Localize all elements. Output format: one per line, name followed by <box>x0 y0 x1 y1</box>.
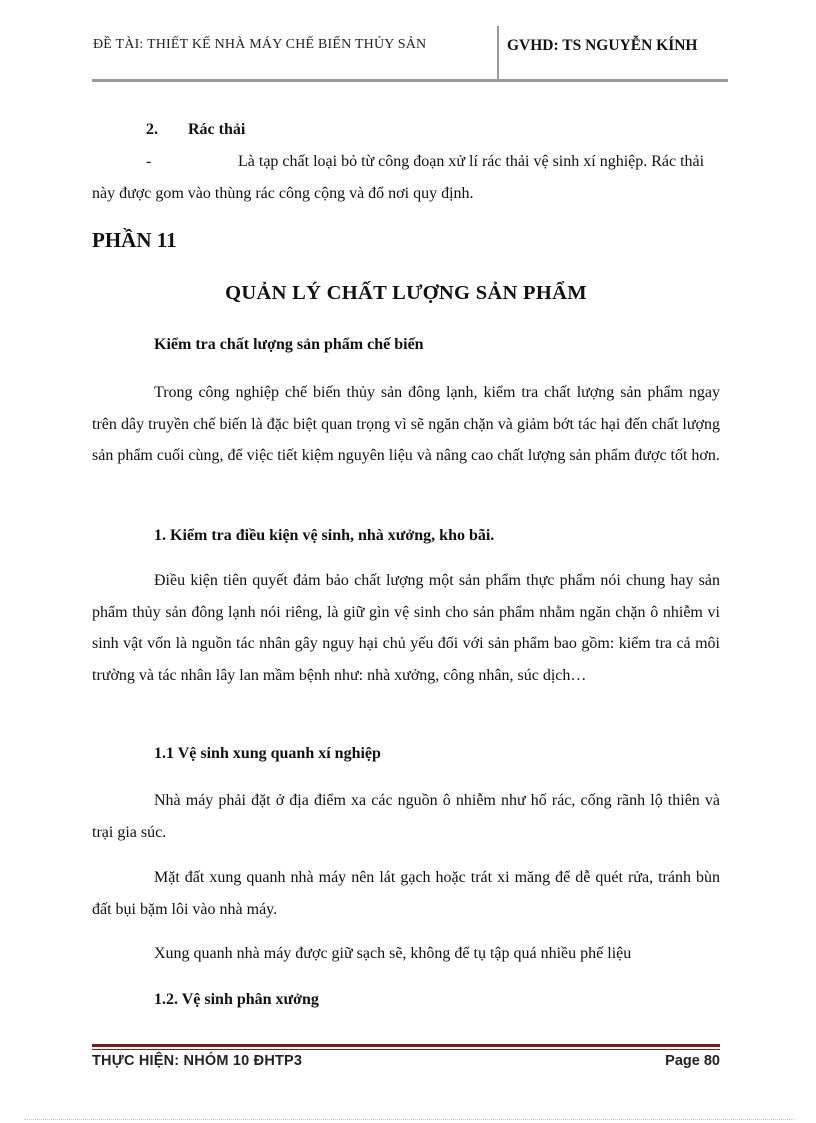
section1-1-paragraph3: Xung quanh nhà máy được giữ sạch sẽ, không để tụ tập quá nhiều phế liệu <box>154 945 632 962</box>
section1-2-heading: 1.2. Vệ sinh phân xưởng <box>154 991 319 1008</box>
page-bottom-border <box>24 1119 794 1120</box>
waste-title: Rác thải <box>188 121 246 138</box>
section1-paragraph: Điều kiện tiên quyết đảm bảo chất lượng một sản phẩm thực phẩm nói chung hay sản phẩm thủy sản đông lạnh nói riêng, là giữ gìn vệ sinh cho sản phẩm nhằm ngăn chặn ô nhiễm vi sinh vật vốn là nguồn tác nhân gây nguy hại chủ yếu đối với sản phẩm bao gồm: kiểm tra cả môi trường và tác nhân lây lan mầm bệnh như: nhà xưởng, công nhân, súc dịch… <box>92 572 720 684</box>
waste-number: 2. <box>146 121 158 138</box>
section1-1-paragraph2: Mặt đất xung quanh nhà máy nên lát gạch hoặc trát xi măng để dễ quét rửa, tránh bùn đất bụi bặm lôi vào nhà máy. <box>92 869 720 918</box>
part-label: PHẦN 11 <box>92 228 177 252</box>
header-rule <box>92 79 728 82</box>
waste-text-line1 <box>92 146 720 178</box>
section1-1-heading: 1.1 Vệ sinh xung quanh xí nghiệp <box>154 745 381 762</box>
part-title: QUẢN LÝ CHẤT LƯỢNG SẢN PHẨM <box>225 282 587 304</box>
header-advisor: GVHD: TS NGUYỄN KÍNH <box>507 37 698 54</box>
quality-paragraph: Trong công nghiệp chế biến thủy sản đông lạnh, kiểm tra chất lượng sản phẩm ngay trên dây truyền chế biến là đặc biệt quan trọng vì sẽ ngăn chặn và giảm bớt tác hại đến chất lượng sản phẩm cuối cùng, để việc tiết kiệm nguyên liệu và nâng cao chất lượng sản phẩm được tốt hơn. <box>92 384 720 465</box>
section1-heading: 1. Kiểm tra điều kiện vệ sinh, nhà xưởng, kho bãi. <box>154 527 495 544</box>
section1-1-paragraph1: Nhà máy phải đặt ở địa điểm xa các nguồn ô nhiễm như hố rác, cống rãnh lộ thiên và trại gia súc. <box>92 792 720 841</box>
waste-bullet: - <box>146 153 152 170</box>
quality-heading: Kiểm tra chất lượng sản phẩm chế biến <box>154 336 424 353</box>
footer-rule-thin <box>92 1049 720 1050</box>
footer-rule-thick <box>92 1044 720 1047</box>
header-topic: ĐỀ TÀI: THIẾT KẾ NHÀ MÁY CHẾ BIẾN THỦY SẢN <box>93 37 427 52</box>
header-divider <box>497 26 499 82</box>
waste-text-first: Là tạp chất loại bỏ từ công đoạn xử lí rác thải vệ sinh xí nghiệp. Rác thải <box>238 153 705 170</box>
footer-page-number: Page 80 <box>665 1053 720 1069</box>
waste-text-line2: này được gom vào thùng rác công cộng và đổ nơi quy định. <box>92 185 474 202</box>
footer-group: THỰC HIỆN: NHÓM 10 ĐHTP3 <box>92 1053 303 1069</box>
waste-heading <box>146 114 446 146</box>
